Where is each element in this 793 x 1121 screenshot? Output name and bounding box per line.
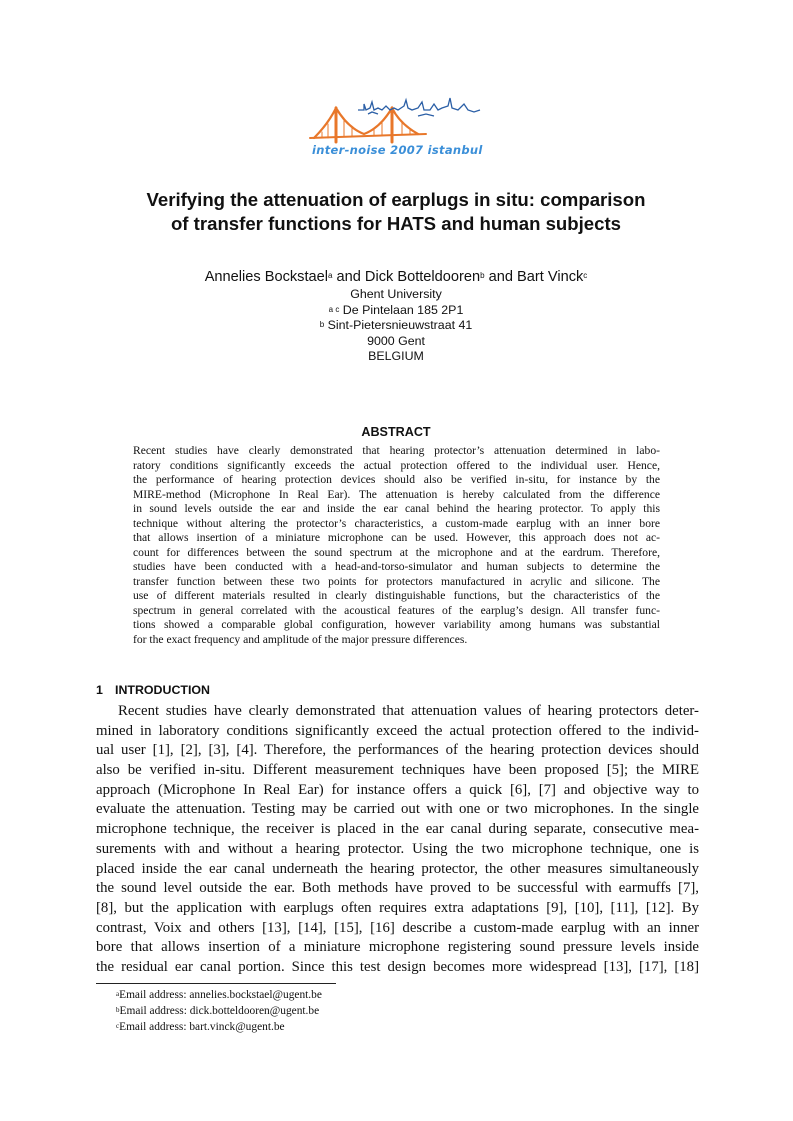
body-line: evaluate the attenuation. Testing may be carried out with one or two microphones. In the single: [96, 801, 699, 818]
abstract-line: use of different materials resulted in clearly distinguishable functions, but the characteristics of the: [133, 589, 660, 602]
author-separator: and: [332, 269, 365, 285]
bridge-icon: [310, 108, 426, 142]
affiliation-mark: b: [319, 320, 325, 329]
body-line: bore that allows insertion of a miniature microphone registering sound pressure levels inside: [96, 939, 699, 956]
body-line: the sound level outside the ear. Both methods have proved to be successful with earmuffs [7],: [96, 880, 699, 897]
footnote-text: Email address: dick.botteldooren@ugent.be: [119, 1005, 320, 1017]
section-number: 1: [96, 683, 103, 697]
footnote-mark: a: [116, 990, 120, 998]
abstract-body: [133, 444, 660, 647]
body-line: mined in laboratory conditions significantly exceed the actual protection offered to the individ-: [96, 722, 699, 739]
body-line: Recent studies have clearly demonstrated that attenuation values of hearing protectors deter-: [118, 703, 699, 719]
author-list: [96, 268, 696, 286]
body-line: contrast, Voix and others [13], [14], [15], [16] describe a custom-made earplug with an inner: [96, 919, 699, 936]
affiliation-address: $^{a c}$ De Pintelaan 185 2P1: [328, 302, 464, 317]
body-line: [8], but the application with earplugs often requires extra adaptations [9], [10], [11], [12]. By: [96, 899, 699, 916]
abstract-heading: ABSTRACT: [361, 425, 431, 439]
footnote-divider: [96, 983, 336, 984]
affiliation-country: BELGIUM: [368, 349, 424, 363]
title-line: of transfer functions for HATS and human subjects: [170, 213, 622, 234]
abstract-line: that allows insertion of a miniature microphone can be used. However, this approach does not ac-: [133, 531, 660, 544]
body-line: placed inside the ear canal underneath the hearing protector, the other measures simultaneously: [96, 860, 699, 877]
section-title: INTRODUCTION: [115, 683, 210, 697]
abstract-line: tions showed a comparable global configuration, however variability among humans was substantial: [133, 618, 660, 631]
abstract-line: Recent studies have clearly demonstrated that hearing protector’s attenuation determined in labo-: [133, 444, 660, 457]
abstract-line: for the exact frequency and amplitude of the major pressure differences.: [133, 632, 468, 646]
abstract-line: ratory conditions significantly exceeds the actual protection offered to the individual user. Hence,: [133, 458, 660, 472]
footnote-text: Email address: annelies.bockstael@ugent.be: [119, 989, 322, 1001]
author-separator: and: [484, 269, 518, 285]
section-body: [96, 702, 699, 978]
affiliation-city: 9000 Gent: [367, 333, 425, 348]
author-name: Bart Vinck: [517, 269, 584, 285]
body-line: the residual ear canal portion. Since this test design becomes more widespread [13], [17], [18]: [96, 958, 699, 975]
author-affiliation-mark: b: [480, 271, 485, 280]
conference-logo-text: inter-noise 2007 istanbul: [312, 143, 483, 157]
author-name: Dick Botteldooren: [364, 269, 481, 285]
body-line: approach (Microphone In Real Ear) for instance offers a quick [6], [7] and objective way to: [96, 781, 699, 798]
paper-title: [96, 188, 696, 236]
title-line: Verifying the attenuation of earplugs in situ: comparison: [146, 189, 646, 210]
footnote-text: Email address: bart.vinck@ugent.be: [119, 1021, 285, 1033]
affiliation-university: Ghent University: [350, 287, 442, 301]
abstract-line: transfer function between these two points for protectors manufactured in acrylic and silicone. The: [133, 574, 660, 588]
body-line: ual user [1], [2], [3], [4]. Therefore, the performances of the hearing protection devices should: [96, 742, 699, 759]
abstract-line: the performance of hearing protection devices should also be verified in-situ, for instance by the: [133, 473, 660, 486]
author-affiliation-mark: a: [328, 271, 333, 280]
footnote-mark: c: [116, 1022, 120, 1030]
footnote: [116, 1019, 322, 1035]
abstract-line: studies have been conducted with a head-and-torso-simulator and human subjects to determine the: [133, 560, 660, 573]
footnote: [116, 987, 322, 1003]
abstract-line: in sound levels outside the ear and inside the ear canal behind the hearing protector. To apply this: [133, 502, 660, 515]
section-heading: [96, 683, 210, 697]
body-line: surements with and without a hearing protector. Using the two microphone technique, one is: [96, 840, 699, 857]
affiliation-address: $^b$ Sint-Pietersnieuwstraat 41: [319, 318, 473, 332]
skyline-icon: [358, 98, 480, 116]
author-name: Annelies Bockstael: [204, 269, 328, 285]
affiliation-mark: a c: [328, 304, 340, 314]
author-affiliation-mark: c: [583, 271, 588, 280]
footnote: [116, 1003, 322, 1019]
footnote-mark: b: [116, 1006, 120, 1014]
body-line: microphone technique, the receiver is placed in the ear canal during separate, consecutive mea-: [96, 821, 699, 838]
body-line: also be verified in-situ. Different measurement techniques have been proposed [5]; the MIRE: [96, 762, 699, 779]
footnotes: [116, 987, 322, 1035]
abstract-line: MIRE-method (Microphone In Real Ear). The attenuation is hereby calculated from the difference: [133, 487, 660, 501]
abstract-line: spectrum in general correlated with the acoustical features of the earplug’s design. All transfer func-: [133, 603, 660, 617]
abstract-line: count for differences between the sound spectrum at the microphone and at the eardrum. Therefore,: [133, 545, 660, 559]
abstract-line: technique without altering the protector’s characteristics, a custom-made earplug with an inner bore: [133, 516, 660, 530]
affiliation-block: [96, 287, 696, 365]
